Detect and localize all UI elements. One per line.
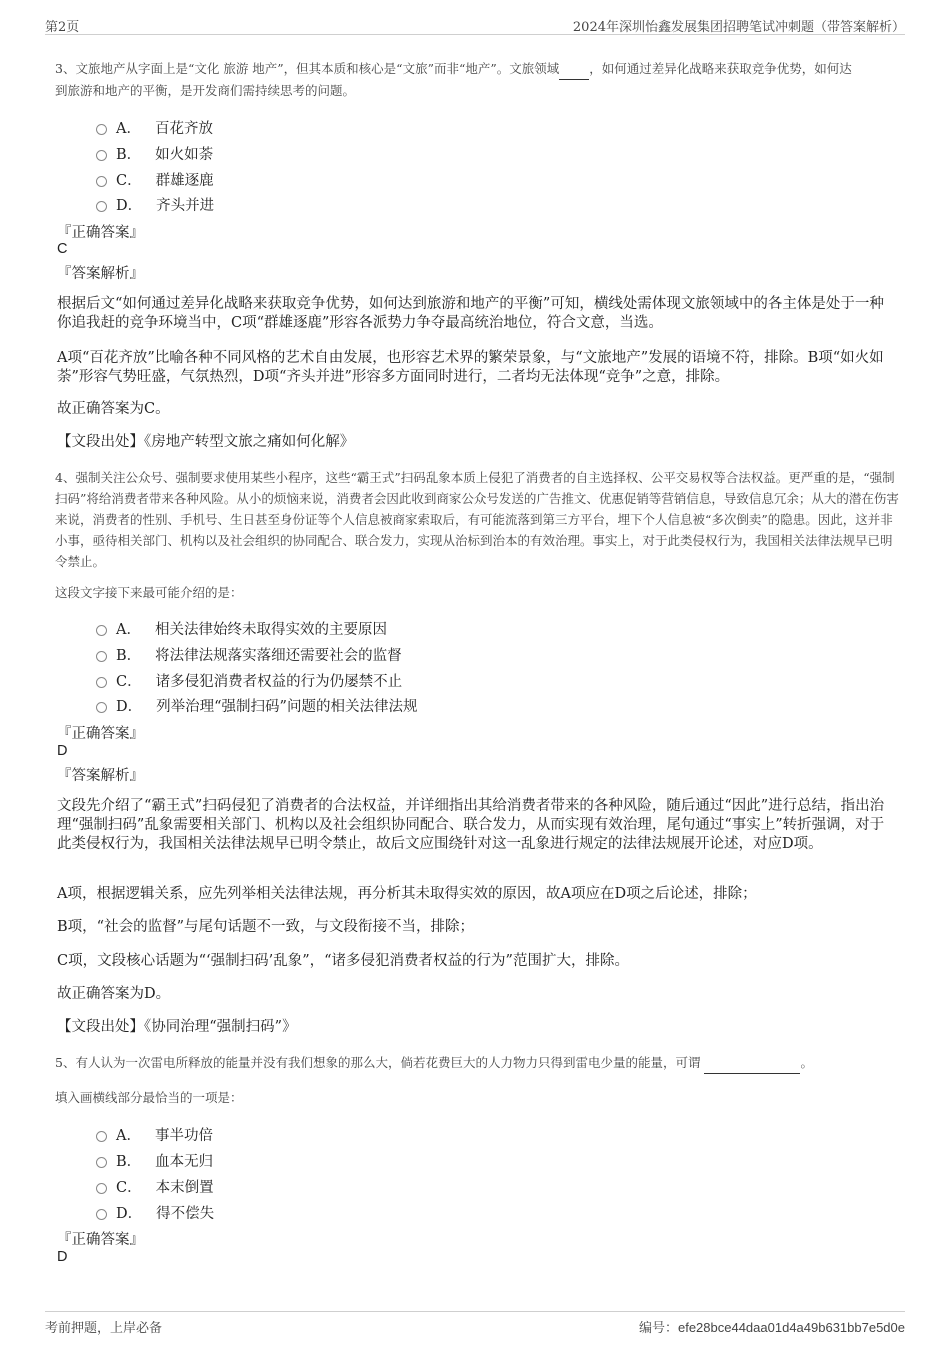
option-text: 血本无归 xyxy=(155,1153,214,1170)
page-header xyxy=(45,14,905,35)
option-text: 得不偿失 xyxy=(156,1205,215,1222)
radio-icon[interactable] xyxy=(96,150,107,161)
document-title: 2024年深圳怡鑫发展集团招聘笔试冲刺题（带答案解析） xyxy=(572,20,905,35)
question-4-option-d[interactable] xyxy=(96,695,417,715)
option-text: 诸多侵犯消费者权益的行为仍屡禁不止 xyxy=(155,673,403,690)
option-letter: A． xyxy=(116,120,141,137)
radio-icon[interactable] xyxy=(96,702,107,713)
option-letter: D． xyxy=(116,698,143,715)
question-4-prompt: 这段文字接下来最可能介绍的是： xyxy=(55,585,243,600)
question-5-option-d[interactable] xyxy=(96,1202,214,1222)
option-text: 如火如荼 xyxy=(155,146,214,163)
question-3-option-c[interactable] xyxy=(96,169,214,189)
analysis-paragraph: A项，根据逻辑关系，应先列举相关法律法规，再分析其未取得实效的原因，故A项应在D项之后论述，排除； xyxy=(57,886,757,902)
question-3-stem-part1: 3、文旅地产从字面上是“文化 旅游 地产”，但其本质和核心是“文旅”而非“地产”。文旅领域 xyxy=(55,61,560,76)
analysis-paragraph: 文段先介绍了“霸王式”扫码侵犯了消费者的合法权益，并详细指出其给消费者带来的各种风险，随后通过“因此”进行总结，指出治理“强制扫码”乱象需要相关部门、机构以及社会组织协同配合、联合发力，从而实现有效治理，尾句通过“事实上”转折强调，对于此类侵权行为，我国相关法律法规早已明令禁止，故后文应围绕针对这一乱象进行规定的法律法规展开论述，对应D项。 xyxy=(57,798,885,852)
footer-slogan: 考前押题，上岸必备 xyxy=(45,1321,163,1336)
option-text: 百花齐放 xyxy=(154,120,213,137)
answer-label: 『正确答案』 xyxy=(57,225,144,241)
source-citation: 【文段出处】《房地产转型文旅之痛如何化解》 xyxy=(57,434,355,450)
option-text: 事半功倍 xyxy=(154,1127,213,1144)
question-3-option-a[interactable] xyxy=(96,117,213,137)
option-text: 本末倒置 xyxy=(155,1179,214,1196)
document-id-label: 编号： xyxy=(638,1321,678,1336)
option-letter: B． xyxy=(116,146,142,163)
question-5-prompt: 填入画横线部分最恰当的一项是： xyxy=(55,1090,243,1105)
answer-value: D xyxy=(57,743,68,759)
option-text: 齐头并进 xyxy=(156,197,215,214)
question-5-option-b[interactable] xyxy=(96,1150,213,1170)
question-5-stem xyxy=(55,1052,900,1074)
question-5-stem-part1: 5、有人认为一次雷电所释放的能量并没有我们想象的那么大，倘若花费巨大的人力物力只得到雷电少量的能量，可谓 xyxy=(55,1055,701,1070)
analysis-conclusion: 故正确答案为D。 xyxy=(57,986,171,1002)
radio-icon[interactable] xyxy=(96,1183,107,1194)
option-text: 列举治理“强制扫码”问题的相关法律法规 xyxy=(156,698,418,715)
question-4-option-c[interactable] xyxy=(96,670,402,690)
analysis-paragraph: 根据后文“如何通过差异化战略来获取竞争优势，如何达到旅游和地产的平衡”可知，横线处需体现文旅领域中的各主体是处于一种你追我赶的竞争环境当中，C项“群雄逐鹿”形容各派势力争夺最高统治地位，符合文意，当选。 xyxy=(57,296,884,331)
option-letter: C． xyxy=(116,172,142,189)
radio-icon[interactable] xyxy=(96,1157,107,1168)
option-letter: A． xyxy=(116,621,141,638)
answer-value: D xyxy=(57,1249,68,1265)
answer-blank xyxy=(704,1052,800,1074)
option-text: 群雄逐鹿 xyxy=(155,172,214,189)
option-letter: C． xyxy=(116,673,142,690)
question-3-option-b[interactable] xyxy=(96,143,213,163)
option-letter: D． xyxy=(116,197,143,214)
answer-blank xyxy=(559,58,589,80)
answer-label: 『正确答案』 xyxy=(57,1232,144,1248)
radio-icon[interactable] xyxy=(96,124,107,135)
option-letter: B． xyxy=(116,647,142,664)
radio-icon[interactable] xyxy=(96,651,107,662)
radio-icon[interactable] xyxy=(96,1209,107,1220)
radio-icon[interactable] xyxy=(96,176,107,187)
analysis-paragraph: A项“百花齐放”比喻各种不同风格的艺术自由发展，也形容艺术界的繁荣景象，与“文旅地产”发展的语境不符，排除。B项“如火如荼”形容气势旺盛，气氛热烈，D项“齐头并进”形容多方面同时进行，二者均无法体现“竞争”之意，排除。 xyxy=(57,350,884,385)
analysis-label: 『答案解析』 xyxy=(57,266,144,282)
radio-icon[interactable] xyxy=(96,677,107,688)
option-letter: C． xyxy=(116,1179,142,1196)
answer-label: 『正确答案』 xyxy=(57,726,144,742)
option-letter: D． xyxy=(116,1205,143,1222)
page-number: 第2页 xyxy=(45,20,80,35)
question-5-stem-part2: 。 xyxy=(800,1055,813,1070)
option-text: 将法律法规落实落细还需要社会的监督 xyxy=(155,647,402,664)
document-id-code: efe28bce44daa01d4a49b631bb7e5d0e xyxy=(677,1320,905,1335)
question-4-option-a[interactable] xyxy=(96,618,387,638)
option-text: 相关法律始终未取得实效的主要原因 xyxy=(154,621,387,638)
question-3-option-d[interactable] xyxy=(96,194,214,214)
question-5-option-a[interactable] xyxy=(96,1124,213,1144)
option-letter: A． xyxy=(116,1127,141,1144)
radio-icon[interactable] xyxy=(96,1131,107,1142)
analysis-paragraph: B项，“社会的监督”与尾句话题不一致，与文段衔接不当，排除； xyxy=(57,919,474,935)
page-footer xyxy=(45,1311,905,1334)
analysis-paragraph: C项，文段核心话题为“‘强制扫码’乱象”，“诸多侵犯消费者权益的行为”范围扩大，排除。 xyxy=(57,953,629,969)
option-letter: B． xyxy=(116,1153,142,1170)
question-3-stem-line2: 到旅游和地产的平衡，是开发商们需持续思考的问题。 xyxy=(55,83,356,98)
radio-icon[interactable] xyxy=(96,201,107,212)
question-4-option-b[interactable] xyxy=(96,644,402,664)
radio-icon[interactable] xyxy=(96,625,107,636)
analysis-label: 『答案解析』 xyxy=(57,768,144,784)
question-3-stem-part2: ，如何通过差异化战略来获取竞争优势，如何达 xyxy=(589,61,852,76)
document-id xyxy=(639,1317,905,1336)
analysis-conclusion: 故正确答案为C。 xyxy=(57,401,170,417)
question-3-stem xyxy=(55,58,900,101)
answer-value: C xyxy=(57,241,68,257)
question-5-option-c[interactable] xyxy=(96,1176,214,1196)
source-citation: 【文段出处】《协同治理“强制扫码”》 xyxy=(57,1019,297,1035)
question-4-stem: 4、强制关注公众号、强制要求使用某些小程序，这些“霸王式”扫码乱象本质上侵犯了消费者的自主选择权、公平交易权等合法权益。更严重的是，“强制扫码”将给消费者带来各种风险。从小的烦恼来说，消费者会因此收到商家公众号发送的广告推文、优惠促销等营销信息，导致信息冗余；从大的潜在伤害来说，消费者的性别、手机号、生日甚至身份证等个人信息被商家索取后，有可能流落到第三方平台，埋下个人信息被“多次倒卖”的隐患。因此，这并非小事，亟待相关部门、机构以及社会组织的协同配合、联合发力，实现从治标到治本的有效治理。事实上，对于此类侵权行为，我国相关法律法规早已明令禁止。 xyxy=(55,470,899,569)
